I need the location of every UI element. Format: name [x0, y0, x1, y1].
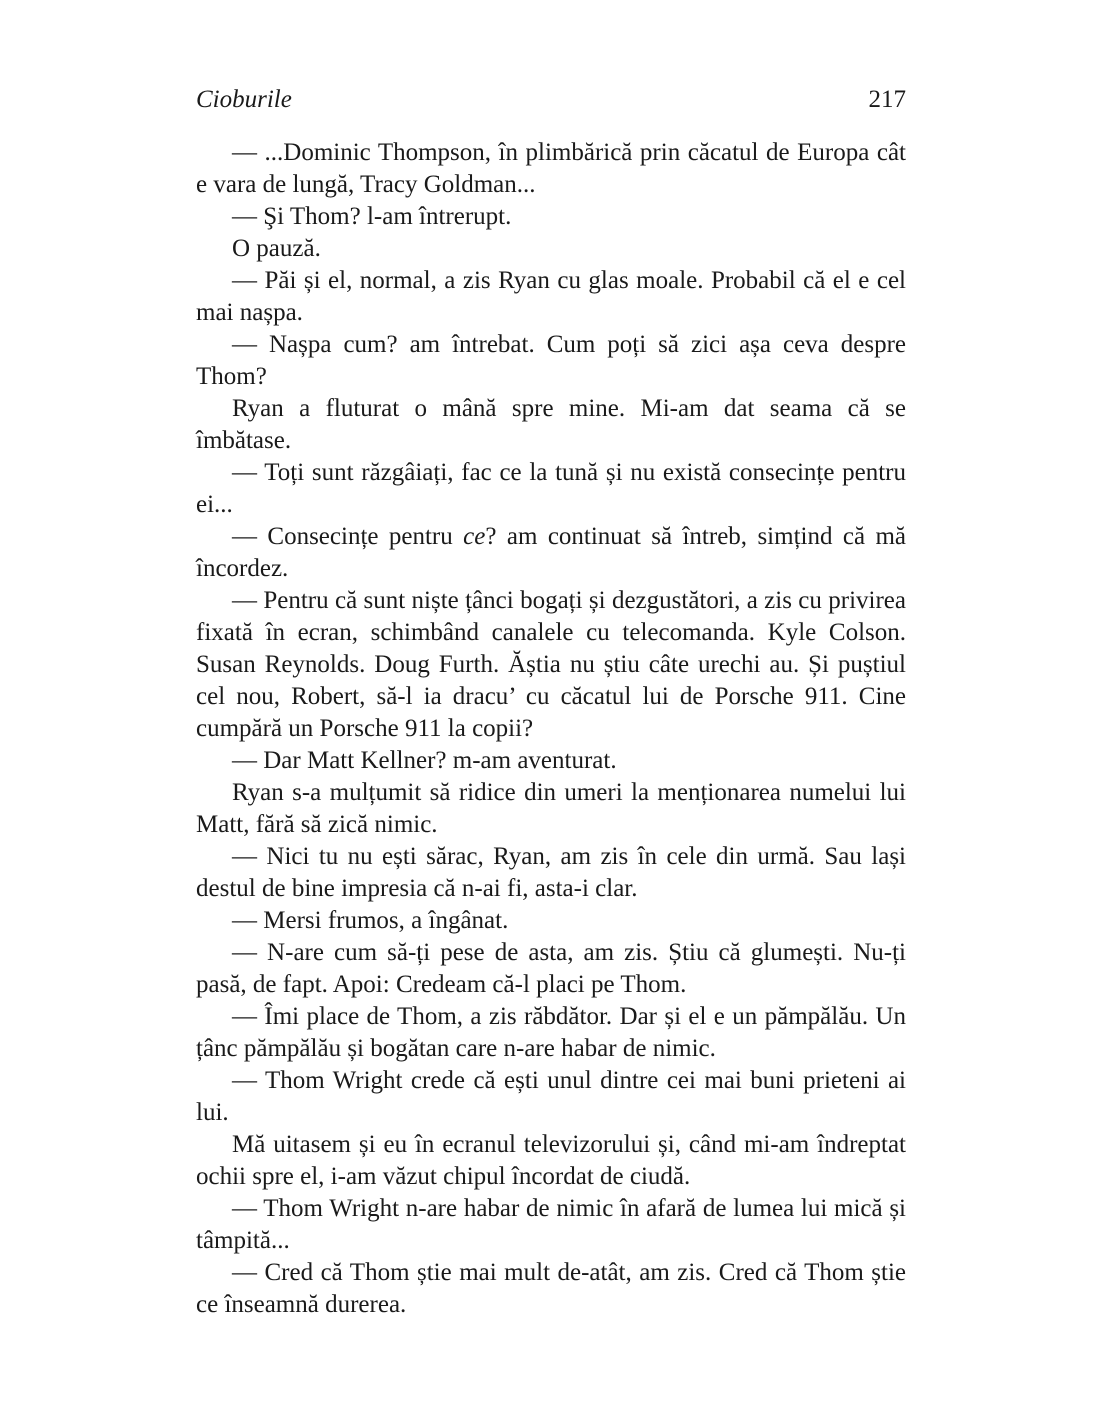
paragraph-text: — Consecințe pentru — [232, 523, 464, 550]
paragraph: Ryan a fluturat o mână spre mine. Mi-am dat seama că se îmbătase. — [196, 395, 906, 454]
paragraph: O pauză. — [232, 235, 321, 262]
body-text — [196, 137, 906, 1321]
paragraph: — Thom Wright n-are habar de nimic în afară de lumea lui mică și tâmpită... — [196, 1195, 906, 1254]
paragraph: — Thom Wright crede că ești unul dintre cei mai buni prieteni ai lui. — [196, 1067, 906, 1126]
paragraph: — ...Dominic Thompson, în plimbărică prin căcatul de Europa cât e vara de lungă, Tracy Goldman... — [196, 139, 906, 198]
paragraph: Ryan s-a mulțumit să ridice din umeri la menționarea numelui lui Matt, fără să zică nimic. — [196, 779, 906, 838]
paragraph: — Pentru că sunt niște țânci bogați și dezgustători, a zis cu privirea fixată în ecran, schimbând canalele cu telecomanda. Kyle Colson. Susan Reynolds. Doug Furth. Ăștia nu știu câte urechi au. Și puștiul cel nou, Robert, să-l ia dracu’ cu căcatul lui de Porsche 911. Cine cumpără un Porsche 911 la copii? — [196, 587, 906, 742]
paragraph: — Păi și el, normal, a zis Ryan cu glas moale. Probabil că el e cel mai nașpa. — [196, 267, 906, 326]
paragraph: — Toți sunt răzgâiați, fac ce la tună și nu există consecințe pentru ei... — [196, 459, 906, 518]
paragraph: — Mersi frumos, a îngânat. — [232, 907, 509, 934]
book-title: Cioburile — [196, 86, 292, 113]
emphasis: ce — [463, 523, 486, 550]
paragraph: Mă uitasem și eu în ecranul televizorului și, când mi-am îndreptat ochii spre el, i-am văzut chipul încordat de ciudă. — [196, 1131, 906, 1190]
paragraph: — Dar Matt Kellner? m-am aventurat. — [232, 747, 617, 774]
paragraph: — Nașpa cum? am întrebat. Cum poți să zici așa ceva despre Thom? — [196, 331, 906, 390]
page-number: 217 — [868, 86, 906, 113]
paragraph: — N-are cum să-ți pese de asta, am zis. Știu că glumești. Nu-ți pasă, de fapt. Apoi: Credeam că-l placi pe Thom. — [196, 939, 906, 998]
paragraph: — Îmi place de Thom, a zis răbdător. Dar și el e un pămpălău. Un țânc pămpălău și bogătan care n-are habar de nimic. — [196, 1003, 906, 1062]
running-head — [196, 84, 906, 116]
paragraph — [196, 521, 906, 585]
paragraph: — Şi Thom? l-am întrerupt. — [232, 203, 512, 230]
paragraph: — Cred că Thom știe mai mult de-atât, am zis. Cred că Thom știe ce înseamnă durerea. — [196, 1259, 906, 1318]
paragraph-text: ? am continuat să întreb, simțind că mă încordez. — [196, 523, 906, 582]
paragraph: — Nici tu nu ești sărac, Ryan, am zis în cele din urmă. Sau lași destul de bine impresia că n-ai fi, asta-i clar. — [196, 843, 906, 902]
